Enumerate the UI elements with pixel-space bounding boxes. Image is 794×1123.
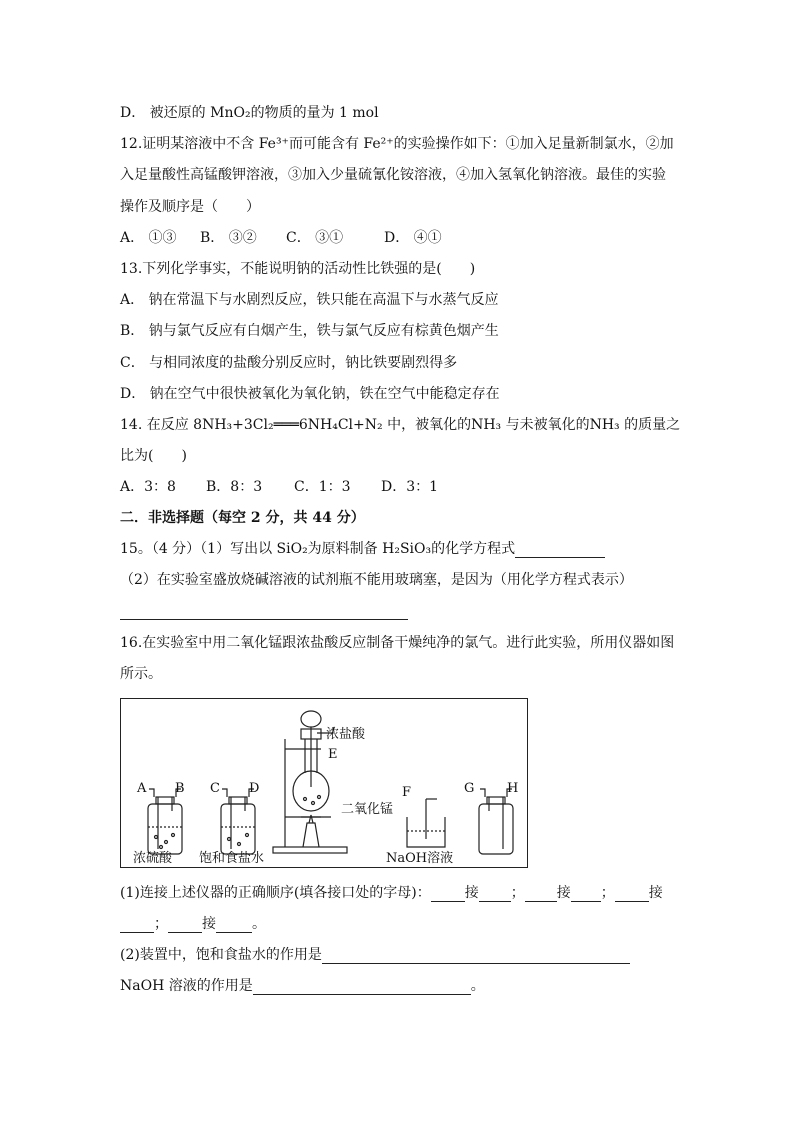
q13-option-b: B． 钠与氯气反应有白烟产生，铁与氯气反应有棕黄色烟产生 <box>120 323 499 339</box>
q16-sub2-naoh-prefix: NaOH 溶液的作用是 <box>120 978 253 994</box>
q14-option-d: D．3：1 <box>381 479 439 495</box>
label-b: B <box>175 781 185 796</box>
label-d: D <box>249 781 260 796</box>
q16-end-1: 。 <box>252 916 266 932</box>
q15-part1-text: 15。（4 分）（1）写出以 SiO₂为原料制备 H₂SiO₃的化学方程式 <box>120 541 516 557</box>
q12-option-b: B． ③② <box>200 230 257 246</box>
q16-blank-nacl-purpose[interactable] <box>322 949 630 964</box>
q16-sep-1: ； <box>510 885 525 901</box>
q12-stem-line1: 12.证明某溶液中不含 Fe³⁺而可能含有 Fe²⁺的实验操作如下：①加入足量新制氯水，②加 <box>120 136 674 152</box>
label-conc-hcl: 浓盐酸 <box>326 727 366 742</box>
label-e: E <box>328 747 338 762</box>
q13-option-a: A． 钠在常温下与水剧烈反应，铁只能在高温下与水蒸气反应 <box>120 292 499 308</box>
label-naoh: NaOH溶液 <box>386 851 454 866</box>
section-heading: 二．非选择题（每空 2 分，共 44 分） <box>120 510 365 526</box>
q12-option-d: D． ④① <box>384 230 442 246</box>
q16-sub1-line2 <box>120 915 266 933</box>
q16-connector-4: 接 <box>202 916 216 932</box>
label-conc-h2so4: 浓硫酸 <box>133 851 173 866</box>
q16-connector-2: 接 <box>556 885 571 901</box>
q16-sub1-prefix: (1)连接上述仪器的正确顺序(填各接口处的字母)： <box>120 885 431 901</box>
bottle-ab <box>148 789 182 854</box>
q15-answer-line-2 <box>120 602 408 620</box>
q12-option-c: C． ③① <box>286 230 344 246</box>
bottle-cd <box>221 789 255 854</box>
label-a: A <box>137 781 147 796</box>
q14-option-b: B．8：3 <box>206 479 263 495</box>
label-sat-nacl: 饱和食盐水 <box>199 851 265 866</box>
q16-sep-2: ； <box>600 885 615 901</box>
q15-answer-blank-1[interactable] <box>515 543 605 558</box>
q14-stem-line2: 比为( ) <box>120 448 187 464</box>
q16-blank-naoh-purpose[interactable] <box>253 980 471 995</box>
label-mno2: 二氧化锰 <box>341 802 394 817</box>
q16-blank-8[interactable] <box>216 918 252 933</box>
q13-option-c: C． 与相同浓度的盐酸分别反应时，钠比铁要剧烈得多 <box>120 355 458 371</box>
apparatus-figure <box>120 698 528 868</box>
q16-sub2-line1 <box>120 946 630 964</box>
q16-sep-3: ； <box>154 916 168 932</box>
q16-blank-6[interactable] <box>120 918 154 933</box>
q16-blank-5[interactable] <box>615 887 649 902</box>
q16-end-2: 。 <box>470 978 485 994</box>
q16-blank-1[interactable] <box>431 887 465 902</box>
q11-option-d: D． 被还原的 MnO₂的物质的量为 1 mol <box>120 105 379 121</box>
label-g: G <box>464 781 475 796</box>
q14-stem-line1: 14. 在反应 8NH₃+3Cl₂═══6NH₄Cl+N₂ 中，被氧化的NH₃ 与未被氧化的NH₃ 的质量之 <box>120 417 681 433</box>
beaker-naoh <box>407 799 445 847</box>
q16-blank-4[interactable] <box>571 887 601 902</box>
q16-sub2-line2 <box>120 977 485 995</box>
q15-part2: （2）在实验室盛放烧碱溶液的试剂瓶不能用玻璃塞，是因为（用化学方程式表示） <box>120 572 633 588</box>
q12-stem-line2: 入足量酸性高锰酸钾溶液，③加入少量硫氰化铵溶液，④加入氢氧化钠溶液。最佳的实验 <box>120 167 666 183</box>
q15-answer-blank-2[interactable] <box>120 605 408 620</box>
label-h: H <box>507 781 519 796</box>
bottle-gh <box>479 789 513 854</box>
q16-connector-3: 接 <box>648 885 663 901</box>
q16-stem-line1: 16.在实验室中用二氧化锰跟浓盐酸反应制备干燥纯净的氯气。进行此实验，所用仪器如图 <box>120 635 675 651</box>
q12-stem-line3: 操作及顺序是（ ） <box>120 199 260 215</box>
q16-connector-1: 接 <box>464 885 479 901</box>
q12-options <box>120 229 442 247</box>
q16-blank-3[interactable] <box>525 887 557 902</box>
q16-sub1-line1 <box>120 884 663 902</box>
q16-blank-7[interactable] <box>168 918 202 933</box>
q12-option-a: A． ①③ <box>120 230 177 246</box>
label-f: F <box>402 785 412 800</box>
q13-stem: 13.下列化学事实，不能说明钠的活动性比铁强的是( ) <box>120 261 476 277</box>
label-c: C <box>210 781 220 796</box>
q14-option-c: C．1：3 <box>294 479 351 495</box>
q16-sub2-prefix: (2)装置中，饱和食盐水的作用是 <box>120 947 322 963</box>
q14-option-a: A．3：8 <box>120 479 176 495</box>
q14-options <box>120 478 438 496</box>
q13-option-d: D． 钠在空气中很快被氧化为氧化钠，铁在空气中能稳定存在 <box>120 386 500 402</box>
q15-part1 <box>120 540 605 558</box>
q16-stem-line2: 所示。 <box>120 666 162 682</box>
q16-blank-2[interactable] <box>479 887 511 902</box>
